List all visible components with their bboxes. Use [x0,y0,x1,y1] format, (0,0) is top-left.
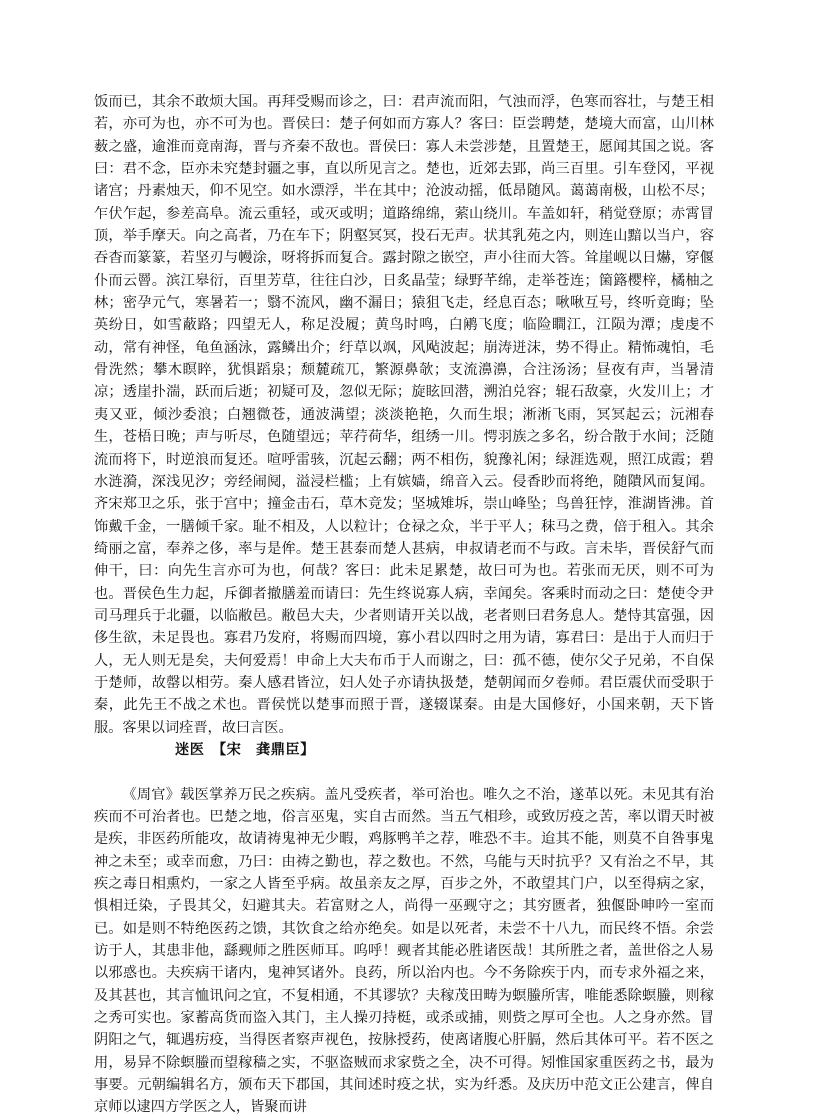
document-page [94,91,714,1119]
previous-text-paragraph: 饭而已，其余不敢烦大国。再拜受赐而诊之，曰：君声流而阳，气浊而浮，色寒而容壮，与楚王相若，亦可为也，亦不可为也。晋侯曰：楚子何如而方寡人？客曰：臣尝聘楚，楚境大而富，山川林薮之盛，逾淮而竟南海，晋与齐秦不敌也。晋侯曰：寡人未尝涉楚，且置楚王，愿闻其国之说。客曰：君不念，臣亦未究楚封疆之事，直以所见言之。楚也，近郊去郢，尚三百里。引车登冈，平视诸宫；丹素烛天，仰不见空。如水漂浮，半在其中；沧波动摇，低昂随风。蔼蔼南极，山松不尽；乍伏乍起，参差高阜。流云重轻，或灭或明；道路绵绵，萦山绕川。车盖如轩，稍觉登原；赤霄冒顶，举手摩天。向之高者，乃在车下；阴壑冥冥，投石无声。状其乳苑之内，则连山黯以当户，容吞杳而篆篆，若坚刃与幔涂，呀将拆而复合。露封隙之嵌空，声小往而大答。耸崖岘以日爀，穿偃仆而云罾。滨江皋衍，百里芳草，往往白沙，日炙晶莹；绿野芊绵，走举苍连；箘簬樱梓，橘柚之林；密孕元气，寒暑若一；翳不流风，幽不漏日；猿狙飞走，经息百态；啾啾互号，终听竟晦；坠英纷日，如雪蔽路；四望无人，称足没履；黄鸟时鸣，白鹇飞度；临险瞷江，江陨为潭；虔虔不动，常有神怪，龟鱼涵泳，露鳞出介；纡草以飒，风飐波起；崩涛迸沫，势不得止。精怖魂怕，毛骨洗然；攀木瞑睟，犹惧蹈泉；颓麓疏兀，繁源鼻欹；支流濞濞，合注汤汤；昼夜有声，当暑清凉；透崖扑湍，跃而后逝；初疑可及，忽似无际；旋眩回潜，溯泊兑容；辊石敌豪，火发川上；才夷又亚，倾沙委浪；白翘微苍，通波满望；淡淡艳艳，久而生垠；淅淅飞雨，冥冥起云；沅湘春生，苍梧日晚；声与听尽，色随望远；苹荇荷华，组绣一川。愕羽族之多名，纷合散于水间；泛随流而将下，时逆浪而复还。喧呼雷骇，沉起云翻；两不相伤，貌豫礼闲；绿涯选观，照江成霞；碧水涟漪，深浅见汐；旁经闹阋，溢浸栏槛；上有嫔嫱，绵音入云。侵香眇而将绝，随隤风而复闻。齐宋郑卫之乐，张于宫中；撞金击石，草木竞发；坚城雉坼，崇山峰坠；鸟兽狂悖，淮湖皆沸。首饰戴千金，一膳倾千家。耻不相及，人以粒计；仓禄之众，半于平人；秣马之费，倍于租入。其余绮丽之富，奉养之侈，率与是侔。楚王甚泰而楚人甚病，申叔请老而不与政。言未毕，晋侯舒气而伸干，曰：向先生言亦可为也，何哉？客曰：此未足累楚，故曰可为也。若张而无厌，则不可为也。晋侯色生力起，斥御者撤膳羞而请曰：先生终说寡人病，幸闻矣。客乘时而动之曰：楚使令尹司马理兵于北疆，以临敝邑。敝邑大夫，少者则请开关以战，老者则曰君务息人。楚恃其富强，因侈生欲，未足畏也。寡君乃发府，将赐而四境，寡小君以四时之用为请，寡君曰：是出于人而归于人，无人则无是矣，夫何爱焉！申命上大夫布币于人而谢之，曰：孤不德，使尔父子兄弟，不自保于楚师，故罄以相劳。秦人感君皆泣，妇人处子亦请执扱楚，楚朝闻而夕卷师。君臣震伏而受职于秦，此先王不战之术也。晋侯恍以楚事而照于晋，遂辍谋秦。由是大国修好，小国来朝，天下皆服。客果以词痊晋，故曰言医。 [94,94,714,736]
spacer [94,761,714,783]
section-heading [94,739,714,761]
body-paragraph: 《周官》载医掌养万民之疾病。盖凡受疾者，举可治也。唯久之不治，遂革以死。未见其有治疾而不可治者也。巴楚之地，俗言巫鬼，实自古而然。当五气相珍，或致厉疫之苦，率以谓天时被是疾，非医药所能攻，故请祷鬼神无少暇，鸡豚鸭羊之荐，唯恐不丰。迨其不能，则莫不自咎事鬼神之未至；或幸而愈，乃曰：由祷之勤也，荐之数也。不然，乌能与天时抗乎？又有治之不早，其疾之毒日相熏灼，一家之人皆至乎病。故虽亲友之厚，百步之外，不敢望其门户，以至得病之家，惧相迁染，子畏其父，妇避其夫。若富财之人，尚得一巫觋守之；其穷匮者，独偃卧呻吟一室而已。如是则不特绝医药之馈，其饮食之给亦绝矣。如是以死者，未尝不十八九，而民终不悟。余尝访于人，其患非他，繇觋师之胜医师耳。呜呼！觋者其能必胜诸医哉！其所胜之者，盖世俗之人易以邪惑也。夫疾病干诸内，鬼神冥诸外。良药，所以治内也。今不务除疾于内，而专求外福之来，及其甚也，其言恤讯问之宜，不复相通，不其谬欤？夫稼茂田畴为螟螣所害，唯能悉除螟螣，则稼之秀可实也。家蓄高货而盗入其门，主人操刃持梃，或杀或捕，则赀之厚可全也。人之身亦然。冒阴阳之气，辄遇疠疫，当得医者察声视色，按脉授药，使离诸腹心肝膈，然后其体可平。若不医之用，易异不除螟螣而望稼穑之实，不驱盗贼而求家赀之全，决不可得。矧惟国家重医药之书，最为事要。元朝编辑名方，颁布天下郡国，其间述时疫之状，实为纤悉。及庆历中范文正公建言，俾自京师以逮四方学医之人，皆聚而讲 [94,786,714,1116]
section-title: 迷医 [175,741,205,758]
section-author: 【宋 龚鼎臣】 [219,741,315,758]
